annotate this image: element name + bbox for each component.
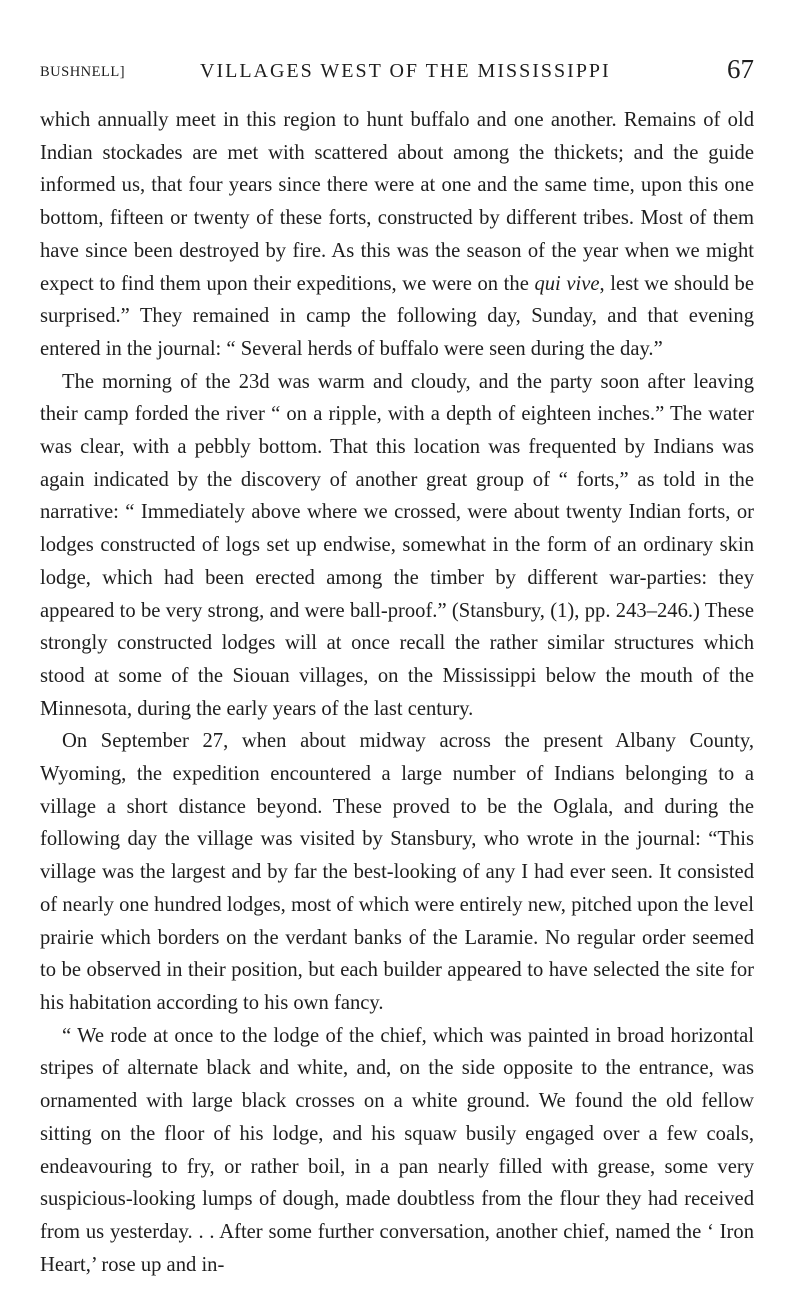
paragraph-1-part-2: , lest we should be surprised.” They remained in camp the following day, Sunday, and that evening entered in the journal: “ Several herds of buffalo were seen during the day.” [40, 272, 754, 360]
paragraph-2: The morning of the 23d was warm and cloudy, and the party soon after leaving their camp forded the river “ on a ripple, with a depth of eighteen inches.” The water was clear, with a pebbly bottom. That this location was frequented by Indians was again indicated by the discovery of another great group of “ forts,” as told in the narrative: “ Immediately above where we crossed, were about twenty Indian forts, or lodges constructed of logs set up endwise, somewhat in the form of an ordinary skin lodge, which had been erected among the timber by different war-parties: they appeared to be very strong, and were ball-proof.” (Stansbury, (1), pp. 243–246.) These strongly constructed lodges will at once recall the rather similar structures which stood at some of the Siouan villages, on the Mississippi below the mouth of the Minnesota, during the early years of the last century. [40, 370, 754, 720]
paragraph-1 [40, 104, 754, 366]
running-head-title: VILLAGES WEST OF THE MISSISSIPPI [200, 60, 611, 82]
running-head-author: BUSHNELL] [40, 64, 126, 80]
paragraph-4: “ We rode at once to the lodge of the chief, which was painted in broad horizontal stripes of alternate black and white, and, on the side opposite to the entrance, was ornamented with large black crosses on a white ground. We found the old fellow sitting on the floor of his lodge, and his squaw busily engaged over a few coals, endeavouring to fry, or rather boil, in a pan nearly filled with grease, some very suspicious-looking lumps of dough, made doubtless from the flour they had received from us yesterday. . . After some further conversation, another chief, named the ‘ Iron Heart,’ rose up and in- [40, 1024, 754, 1276]
running-header [40, 50, 754, 94]
italic-phrase: qui vive [534, 272, 600, 295]
paragraph-1-part-1: which annually meet in this region to hunt buffalo and one another. Remains of old Indian stockades are met with scattered about among the thickets; and the guide informed us, that four years since there were at one and the same time, upon this one bottom, fifteen or twenty of these forts, constructed by different tribes. Most of them have since been destroyed by fire. As this was the season of the year when we might expect to find them upon their expeditions, we were on the [40, 109, 754, 295]
paragraph-3: On September 27, when about midway across the present Albany County, Wyoming, the expedition encountered a large number of Indians belonging to a village a short distance beyond. These proved to be the Oglala, and during the following day the village was visited by Stansbury, who wrote in the journal: “This village was the largest and by far the best-looking of any I had ever seen. It consisted of nearly one hundred lodges, most of which were entirely new, pitched upon the level prairie which borders on the verdant banks of the Laramie. No regular order seemed to be observed in their position, but each builder appeared to have selected the site for his habitation according to his own fancy. [40, 730, 754, 1014]
book-page [40, 50, 754, 1281]
page-number: 67 [727, 54, 754, 84]
body-text [40, 104, 754, 1281]
